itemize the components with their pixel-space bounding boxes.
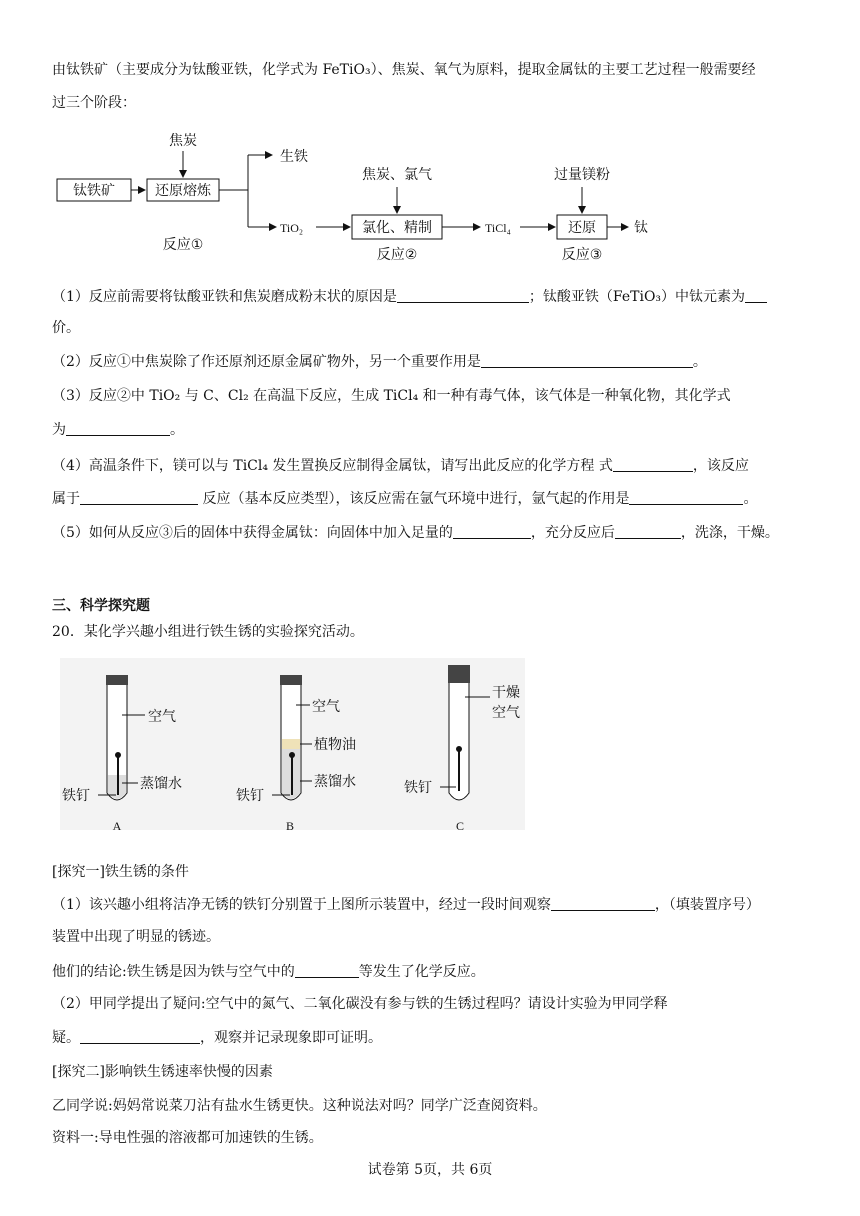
e1q2-blank[interactable]: [80, 1029, 200, 1044]
e1q2-text-b: ，观察并记录现象即可证明。: [200, 1030, 382, 1046]
q4-text-c: 属于: [52, 491, 80, 507]
e1q1-text-a: （1）该兴趣小组将洁净无锈的铁钉分别置于上图所示装置中，经过一段时间观察: [52, 897, 551, 913]
reaction-3-label: 反应③: [561, 247, 603, 263]
tube-a-nail-label: 铁钉: [62, 788, 90, 804]
q4-blank-3[interactable]: [629, 490, 743, 505]
tube-c-caption: C: [455, 819, 465, 833]
tube-b-air-label: 空气: [312, 699, 340, 715]
tube-c-stopper: [448, 665, 470, 683]
question-1: [52, 287, 767, 307]
tube-b-nail-head: [289, 752, 295, 758]
smelt-label: 还原熔炼: [155, 183, 211, 199]
explore-1-q1-line-2: 装置中出现了明显的锈迹。: [52, 929, 220, 945]
student-b-text: 乙同学说:妈妈常说菜刀沾有盐水生锈更快。这种说法对吗？同学广泛查阅资料。: [52, 1098, 547, 1114]
q3-text-c: 。: [170, 422, 184, 438]
q3-text-b: 为: [52, 422, 66, 438]
tube-a-caption: A: [112, 819, 122, 833]
titanium-label: 钛: [634, 220, 648, 236]
q1-blank-1[interactable]: [397, 288, 529, 303]
tube-c-dry-label: 干燥: [492, 685, 520, 701]
tube-c-nail-label: 铁钉: [404, 780, 432, 796]
q5-text-b: ，充分反应后: [530, 525, 615, 541]
coke-chlorine-label: 焦炭、氯气: [362, 167, 432, 183]
explore-1-q2-line-2: [52, 1028, 382, 1048]
e1q2-text-a: 疑。: [52, 1030, 80, 1046]
ticl4-label: TiCl₄: [485, 221, 511, 235]
conclusion-text-a: 他们的结论:铁生锈是因为铁与空气中的: [52, 964, 295, 980]
tube-b-stopper: [280, 675, 302, 685]
question-3: （3）反应②中 TiO₂ 与 C、Cl₂ 在高温下反应，生成 TiCl₄ 和一种有毒气体，该气体是一种氧化物，其化学式: [52, 388, 731, 404]
tube-a-nail-head: [115, 752, 121, 758]
e1q1-text-b: ，（填装置序号）: [654, 897, 760, 913]
q4-text-d: 反应（基本反应类型），该反应需在氩气环境中进行，氩气起的作用是: [198, 491, 630, 507]
q4-text-e: 。: [743, 491, 758, 507]
q4-blank-1[interactable]: [613, 457, 693, 472]
q2-text-b: 。: [692, 354, 707, 370]
pig-iron-label: 生铁: [280, 149, 308, 165]
reaction-2-label: 反应②: [376, 247, 418, 263]
explore-1-heading: [探究一]铁生锈的条件: [52, 864, 189, 880]
tube-b-oil: [282, 739, 300, 749]
q3-blank[interactable]: [66, 421, 170, 436]
tube-a-air-label: 空气: [148, 709, 176, 725]
page-footer: 试卷第 5页，共 6页: [367, 1162, 493, 1178]
conclusion-blank[interactable]: [295, 963, 359, 978]
question-5: [52, 523, 779, 543]
tube-b-caption: B: [285, 819, 295, 833]
tube-c-air-label: 空气: [492, 705, 520, 721]
explore-2-heading: [探究二]影响铁生锈速率快慢的因素: [52, 1064, 273, 1080]
tio2-label: TiO₂: [280, 221, 304, 235]
material-1-text: 资料一:导电性强的溶液都可加速铁的生锈。: [52, 1130, 323, 1146]
tube-b-water-label: 蒸馏水: [314, 774, 356, 790]
q1-line-2: 价。: [52, 320, 80, 336]
e1q1-blank[interactable]: [551, 896, 655, 911]
q1-blank-2[interactable]: [745, 288, 767, 303]
section-3-heading: 三、科学探究题: [52, 598, 150, 614]
q1-text-a: （1）反应前需要将钛酸亚铁和焦炭磨成粉末状的原因是: [52, 289, 397, 305]
intro-line-1: 由钛铁矿（主要成分为钛酸亚铁，化学式为 FeTiO₃）、焦炭、氧气为原料，提取金属钛的主要工艺过程一般需要经: [52, 62, 756, 78]
conclusion-text-b: 等发生了化学反应。: [358, 964, 485, 980]
reduce-label: 还原: [568, 220, 596, 236]
excess-mg-label: 过量镁粉: [554, 167, 610, 183]
tube-c-nail-head: [456, 746, 462, 752]
q5-text-c: ，洗涤，干燥。: [680, 525, 779, 541]
test-tubes-figure: [0, 655, 860, 840]
q2-blank[interactable]: [481, 353, 693, 368]
reaction-1-label: 反应①: [162, 237, 204, 253]
q3-line-2: [52, 420, 184, 440]
q4-blank-2[interactable]: [80, 490, 198, 505]
q1-text-b: ；钛酸亚铁（FeTiO₃）中钛元素为: [528, 289, 746, 305]
question-4: [52, 456, 749, 476]
explore-1-q1: [52, 895, 760, 915]
explore-1-q2: （2）甲同学提出了疑问:空气中的氮气、二氧化碳没有参与铁的生锈过程吗？请设计实验为甲同学释: [52, 996, 668, 1012]
chlorinate-label: 氯化、精制: [362, 220, 432, 236]
coke-label: 焦炭: [169, 133, 197, 149]
tube-a-stopper: [106, 675, 128, 685]
conclusion: [52, 962, 485, 982]
q4-line-2: [52, 489, 757, 509]
q5-blank-1[interactable]: [453, 524, 531, 539]
process-flow-diagram: [0, 125, 860, 270]
q2-text-a: （2）反应①中焦炭除了作还原剂还原金属矿物外，另一个重要作用是: [52, 354, 481, 370]
q4-text-a: （4）高温条件下，镁可以与 TiCl₄ 发生置换反应制得金属钛，请写出此反应的化学方程 式: [52, 458, 613, 474]
tube-b-oil-label: 植物油: [314, 737, 356, 753]
question-20: 20．某化学兴趣小组进行铁生锈的实验探究活动。: [52, 624, 364, 640]
intro-line-2: 过三个阶段：: [52, 95, 136, 111]
q4-text-b: ，该反应: [692, 458, 749, 474]
q5-blank-2[interactable]: [615, 524, 681, 539]
ore-label: 钛铁矿: [73, 183, 115, 199]
tube-b-nail-label: 铁钉: [236, 788, 264, 804]
tube-a-water-label: 蒸馏水: [140, 776, 182, 792]
q5-text-a: （5）如何从反应③后的固体中获得金属钛：向固体中加入足量的: [52, 525, 453, 541]
question-2: [52, 352, 707, 372]
